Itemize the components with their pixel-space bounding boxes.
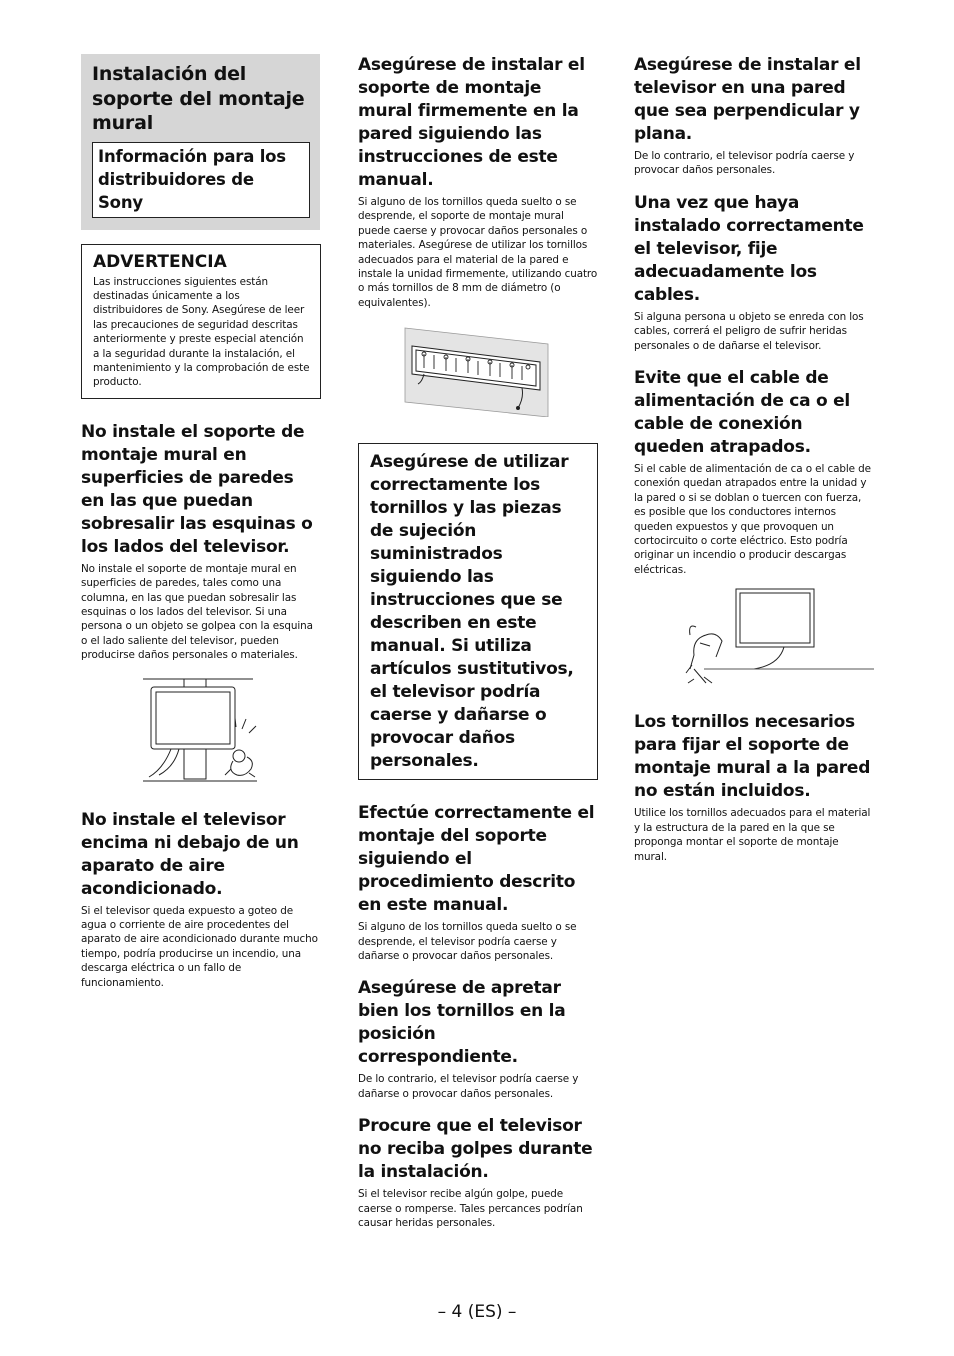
section-protruding-wall — [81, 421, 321, 663]
column-middle — [358, 54, 598, 1245]
warning-text: Las instrucciones siguientes están destinadas únicamente a los distribuidores de Sony. Asegúrese de leer las precauciones de seguridad descritas anteriormente y preste especial atención a la seguridad durante la instalación, el mantenimiento y la comprobación de este producto. — [93, 275, 310, 389]
wall-bracket-illustration — [358, 322, 598, 417]
section-text: De lo contrario, el televisor podría caerse y provocar daños personales. — [634, 150, 855, 177]
section-heading: Efectúe correctamente el montaje del soporte siguiendo el procedimiento descrito en este manual. — [358, 803, 595, 916]
caution-box — [358, 443, 598, 780]
warning-heading: ADVERTENCIA — [93, 251, 227, 272]
warning-box — [81, 244, 321, 399]
section-text: No instale el soporte de montaje mural en superficies de paredes, tales como una columna, en las que puedan sobresalir las esquinas o los lados del televisor. Si una persona o un objeto se golpea con la esquina o el lado saliente del televisor, pueden producirse daños personales o materiales. — [81, 562, 313, 662]
section-tighten-screws — [358, 977, 598, 1101]
section-text: Si alguno de los tornillos queda suelto o se desprende, el televisor podría caerse y dañarse o provocar daños personales. — [358, 921, 577, 963]
section-text: Si el televisor queda expuesto a goteo de agua o corriente de aire procedentes del aparato de aire acondicionado durante mucho tiempo, podría producirse un incendio, una descarga eléctrica o un fallo de funcionamiento. — [81, 904, 318, 989]
section-trapped-cable — [634, 367, 874, 577]
section-screws-not-included — [634, 711, 874, 864]
page-number: – 4 (ES) – — [437, 1302, 517, 1322]
section-heading: No instale el televisor encima ni debajo de un aparato de aire acondicionado. — [81, 809, 299, 899]
section-air-conditioner — [81, 809, 321, 990]
section-firm-install — [358, 54, 598, 310]
section-heading: Procure que el televisor no reciba golpes durante la instalación. — [358, 1116, 593, 1183]
tv-column-illustration — [81, 677, 321, 787]
dealer-info-label: Información para los distribuidores de Sony — [92, 142, 310, 218]
section-heading: Asegúrese de instalar el soporte de montaje mural firmemente en la pared siguiendo las instrucciones de este manual. — [358, 55, 585, 190]
section-fix-cables — [634, 192, 874, 353]
caution-heading: Asegúrese de utilizar correctamente los tornillos y las piezas de sujeción suministrados siguiendo las instrucciones que se describen en este manual. Si utiliza artículos sustitutivos, el televisor podría caerse y dañarse o provocar daños personales. — [370, 452, 574, 772]
section-title-box — [81, 54, 320, 230]
section-flat-wall — [634, 54, 874, 178]
section-heading: Asegúrese de apretar bien los tornillos en la posición correspondiente. — [358, 978, 566, 1068]
column-left — [81, 54, 321, 1004]
section-avoid-impact — [358, 1115, 598, 1230]
section-heading: Los tornillos necesarios para fijar el soporte de montaje mural a la pared no están incluidos. — [634, 712, 871, 802]
section-text: Si alguna persona u objeto se enreda con los cables, correrá el peligro de sufrir heridas personales o de dañarse el televisor. — [634, 310, 864, 352]
column-right — [634, 54, 874, 878]
section-text: De lo contrario, el televisor podría caerse y dañarse o provocar daños personales. — [358, 1073, 579, 1100]
section-correct-assembly — [358, 802, 598, 963]
section-heading: Una vez que haya instalado correctamente el televisor, fije adecuadamente los cables. — [634, 192, 864, 305]
section-title: Instalación del soporte del montaje mural — [92, 63, 305, 134]
section-text: Si alguno de los tornillos queda suelto o se desprende, el soporte de montaje mural puede caerse y provocar daños personales o materiales. Asegúrese de utilizar los tornillos adecuados para el material de la pared e instale la unidad firmemente, utilizando cuatro o más tornillos de 8 mm de diámetro (o equivalentes). — [358, 196, 598, 309]
section-heading: No instale el soporte de montaje mural en superficies de paredes en las que puedan sobresalir las esquinas o los lados del televisor. — [81, 421, 313, 557]
section-heading: Evite que el cable de alimentación de ca o el cable de conexión queden atrapados. — [634, 368, 850, 458]
section-text: Si el televisor recibe algún golpe, puede caerse o romperse. Tales percances podrían causar heridas personales. — [358, 1188, 583, 1230]
trapped-cable-illustration — [634, 587, 874, 697]
section-heading: Asegúrese de instalar el televisor en una pared que sea perpendicular y plana. — [634, 55, 861, 144]
section-text: Utilice los tornillos adecuados para el material y la estructura de la pared en la que se proponga montar el soporte de montaje mural. — [634, 807, 871, 863]
section-text: Si el cable de alimentación de ca o el cable de conexión quedan atrapados entre la unidad y la pared o si se doblan o tuercen con fuerza, es posible que los conductores internos queden expuestos y que provoquen un cortocircuito o corte eléctrico. Esto podría originar un incendio o producir descargas eléctricas. — [634, 463, 871, 576]
